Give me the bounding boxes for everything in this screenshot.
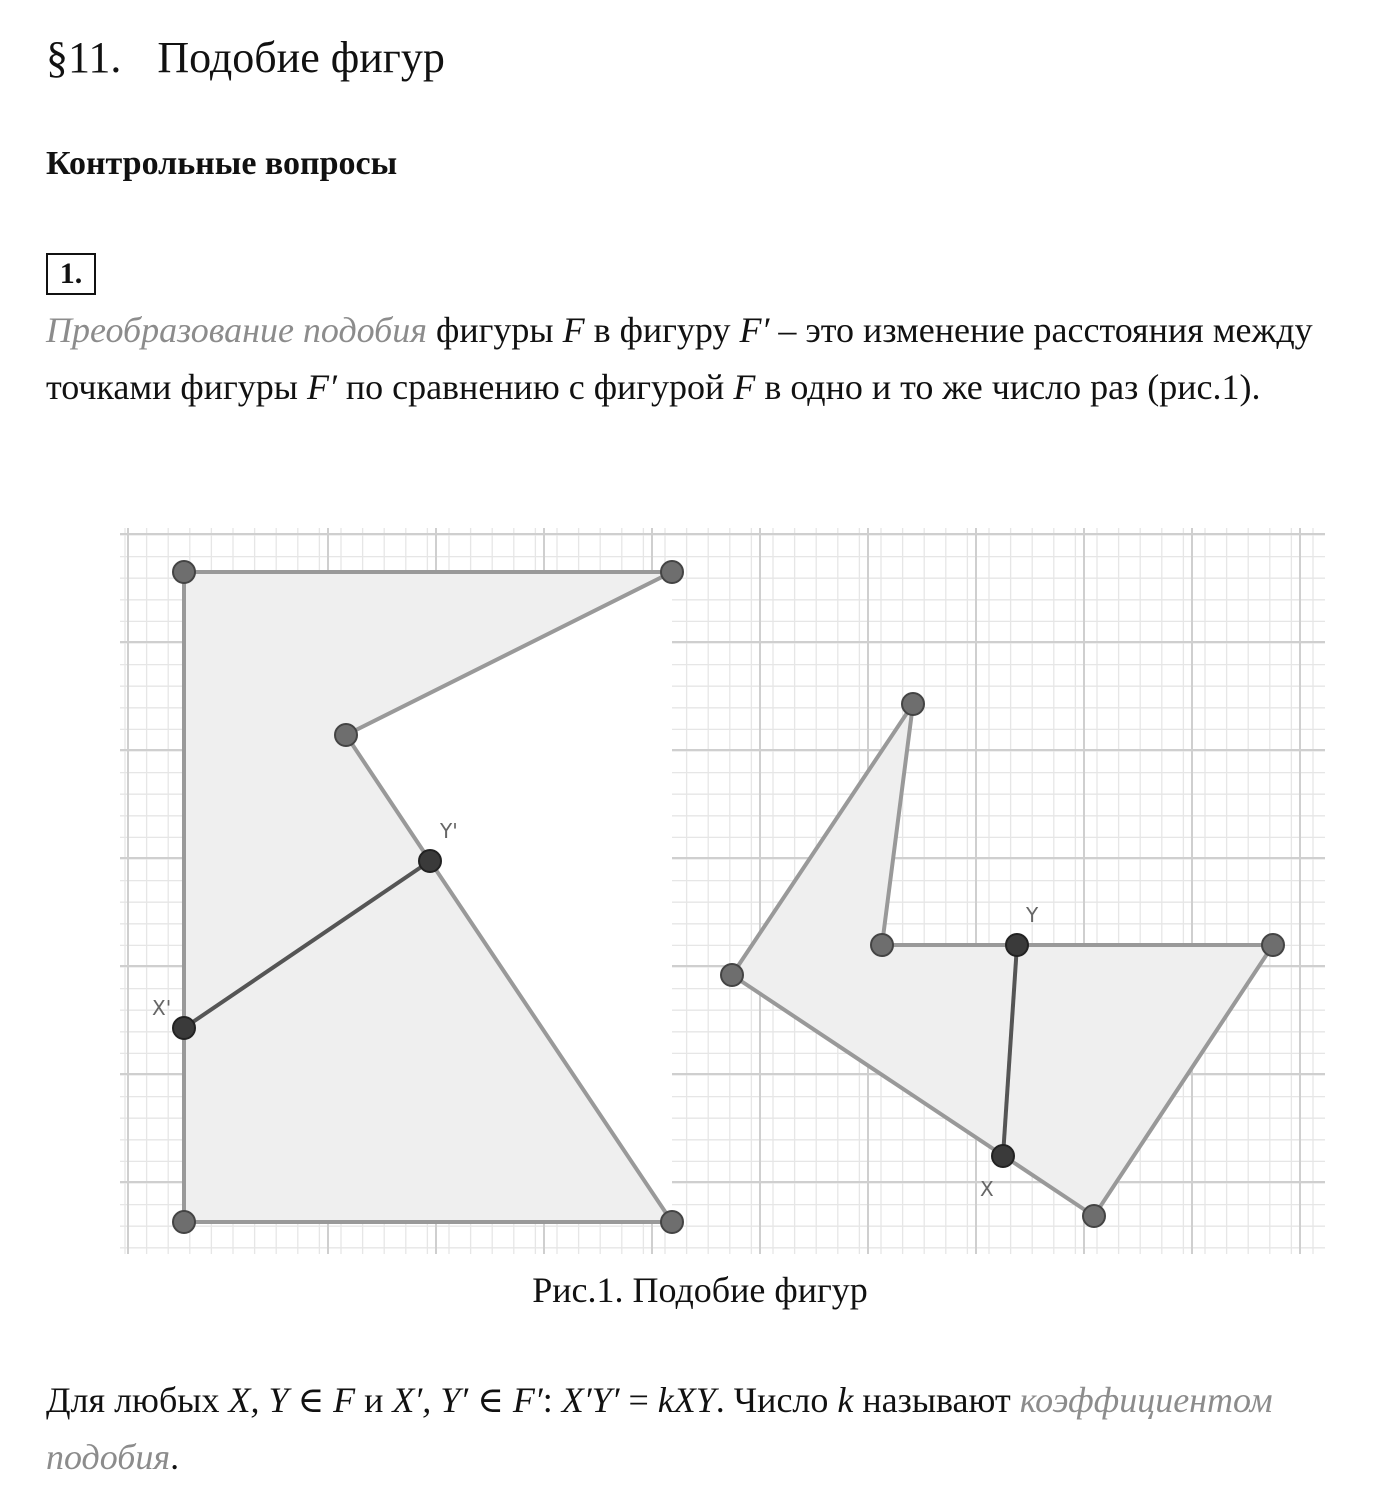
text-run: в одно и то же число раз (рис.1). xyxy=(755,367,1261,407)
point-y-prime xyxy=(419,850,441,872)
vertex-point xyxy=(1262,934,1284,956)
math-symbol: k xyxy=(837,1380,854,1420)
text-run: – это изменение расстояния между точками фигуры xyxy=(46,310,1313,407)
math-symbol: X′, Y′ xyxy=(392,1380,469,1420)
vertex-point xyxy=(661,1211,683,1233)
text-run: называют xyxy=(853,1380,1020,1420)
point-x xyxy=(992,1145,1014,1167)
text-run: : xyxy=(542,1380,562,1420)
label-y-prime: Y' xyxy=(440,819,458,843)
label-x: X xyxy=(980,1177,994,1201)
label-x-prime: X' xyxy=(152,996,172,1020)
figure-caption: Рис.1. Подобие фигур xyxy=(532,1270,868,1310)
math-symbol: F xyxy=(733,367,756,407)
vertex-point xyxy=(871,934,893,956)
vertex-point xyxy=(335,724,357,746)
math-symbol: F′ xyxy=(306,367,337,407)
math-symbol: F′ xyxy=(739,310,770,350)
text-run: ∈ xyxy=(288,1380,334,1420)
vertex-point xyxy=(173,561,195,583)
section-number: §11. xyxy=(46,33,122,82)
math-symbol: kXY xyxy=(657,1380,716,1420)
section-title-text: Подобие фигур xyxy=(157,33,445,82)
label-y: Y xyxy=(1026,903,1039,927)
math-symbol: F′ xyxy=(512,1380,543,1420)
vertex-point xyxy=(721,964,743,986)
term-text: коэффициентом подобия xyxy=(46,1380,1273,1477)
definition-paragraph xyxy=(46,302,1366,416)
question-number-box: 1. xyxy=(46,253,96,295)
text-run: . Число xyxy=(715,1380,838,1420)
shape-large xyxy=(184,572,672,1222)
text-run: = xyxy=(619,1380,658,1420)
text-run: по сравнению с фигурой xyxy=(336,367,734,407)
point-y xyxy=(1006,934,1028,956)
point-x-prime xyxy=(173,1017,195,1039)
math-symbol: F xyxy=(333,1380,356,1420)
text-run: в фигуру xyxy=(584,310,740,350)
text-run: ∈ xyxy=(468,1380,513,1420)
math-symbol: X, Y xyxy=(228,1380,289,1420)
subheading: Контрольные вопросы xyxy=(46,145,398,182)
text-run: . xyxy=(170,1437,180,1477)
vertex-point xyxy=(902,693,924,715)
figure-canvas xyxy=(120,528,1330,1256)
term-text: Преобразование подобия xyxy=(46,310,428,350)
section-title xyxy=(46,28,445,88)
math-symbol: X′Y′ xyxy=(561,1380,620,1420)
coefficient-paragraph xyxy=(46,1372,1366,1486)
vertex-point xyxy=(661,561,683,583)
vertex-point xyxy=(1083,1205,1105,1227)
math-symbol: F xyxy=(562,310,585,350)
text-run: Для любых xyxy=(46,1380,229,1420)
vertex-point xyxy=(173,1211,195,1233)
text-run: фигуры xyxy=(427,310,563,350)
similarity-figure xyxy=(120,528,1330,1261)
text-run: и xyxy=(355,1380,393,1420)
